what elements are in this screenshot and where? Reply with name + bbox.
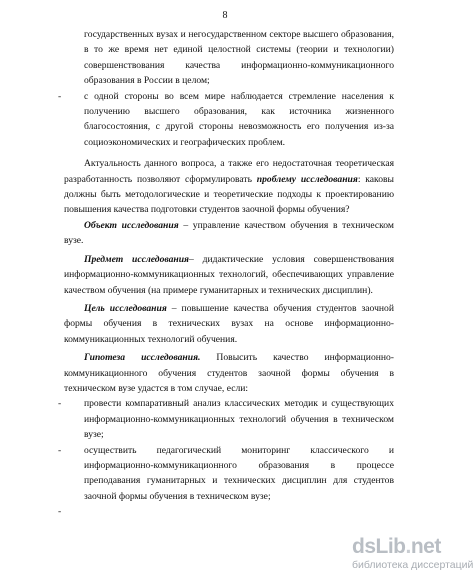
paragraph-research-subject	[64, 252, 394, 298]
list-item	[58, 89, 394, 151]
paragraph-text: государственных вузах и негосударственном секторе высшего образования, в то же время нет единой целостной системы (теории и технологии) совершенствования качества информационно-коммуникационного образования в России в целом;	[84, 29, 394, 87]
list-item	[58, 396, 394, 442]
emphasis-term: Предмет исследования	[84, 253, 189, 265]
page-number: 8	[222, 10, 228, 21]
paragraph-text: – повышение качества обучения студентов заочной формы обучения в технических вузах на основе информационно-коммуникационных технологий обучения.	[64, 302, 394, 345]
emphasis-term: проблему исследования	[256, 173, 358, 185]
watermark-caption: библиотека диссертаций	[352, 559, 473, 571]
paragraph-text: : каковы должны быть методологические и теоретические подходы к проектированию повышения качества подготовки студентов заочной формы обучения?	[64, 173, 394, 216]
list-dash: -	[58, 398, 62, 410]
paragraph-text: Актуальность данного вопроса, а также его недостаточная теоретическая разработанность позволяют сформулировать	[64, 158, 394, 185]
paragraph-continuation	[64, 27, 394, 89]
logo-tld-text: net	[410, 535, 441, 558]
paragraph-hypothesis	[64, 350, 394, 396]
list-item-text: с одной стороны во всем мире наблюдается стремление населения к получению высшего образования, как источника жизненного благосостояния, с другой стороны невозможность его получения из-за социоэкономических и географических проблем.	[84, 90, 394, 148]
logo-main-text: dsLib	[352, 535, 406, 558]
document-body	[58, 27, 395, 518]
paragraph-research-goal	[64, 301, 394, 347]
site-watermark	[352, 535, 473, 579]
paragraph-text: – дидактические условия совершенствования информационно-коммуникационных технологий, обеспечивающих управление качеством обучения (на примере гуманитарных и технических дисциплин).	[64, 253, 395, 296]
list-item-text: провести компаративный анализ классических методик и существующих информационно-коммуникационных технологий обучения в техническом вузе;	[84, 398, 394, 441]
paragraph-research-object	[64, 218, 394, 249]
list-item	[58, 443, 394, 505]
emphasis-term: Гипотеза исследования.	[84, 352, 201, 364]
list-item-text: осуществить педагогический мониторинг классического и информационно-коммуникационного образования в процессе преподавания гуманитарных и технических дисциплин для студентов заочной формы обучения в техническом вузе;	[84, 444, 394, 502]
list-dash: -	[58, 506, 62, 518]
list-dash: -	[58, 90, 62, 102]
emphasis-term: Цель исследования	[84, 302, 167, 314]
list-dash: -	[58, 444, 62, 456]
paragraph-text: Повысить качество информационно-коммуникационного обучения студентов заочной формы обучения в техническом вузе удастся в том случае, если:	[64, 352, 395, 394]
paragraph-research-problem	[64, 156, 394, 218]
watermark-logo	[352, 535, 448, 559]
paragraph-text: – управление качеством обучения в техническом вузе.	[64, 219, 394, 247]
logo-dot: .	[405, 535, 411, 558]
emphasis-term: Объект исследования	[84, 219, 179, 231]
